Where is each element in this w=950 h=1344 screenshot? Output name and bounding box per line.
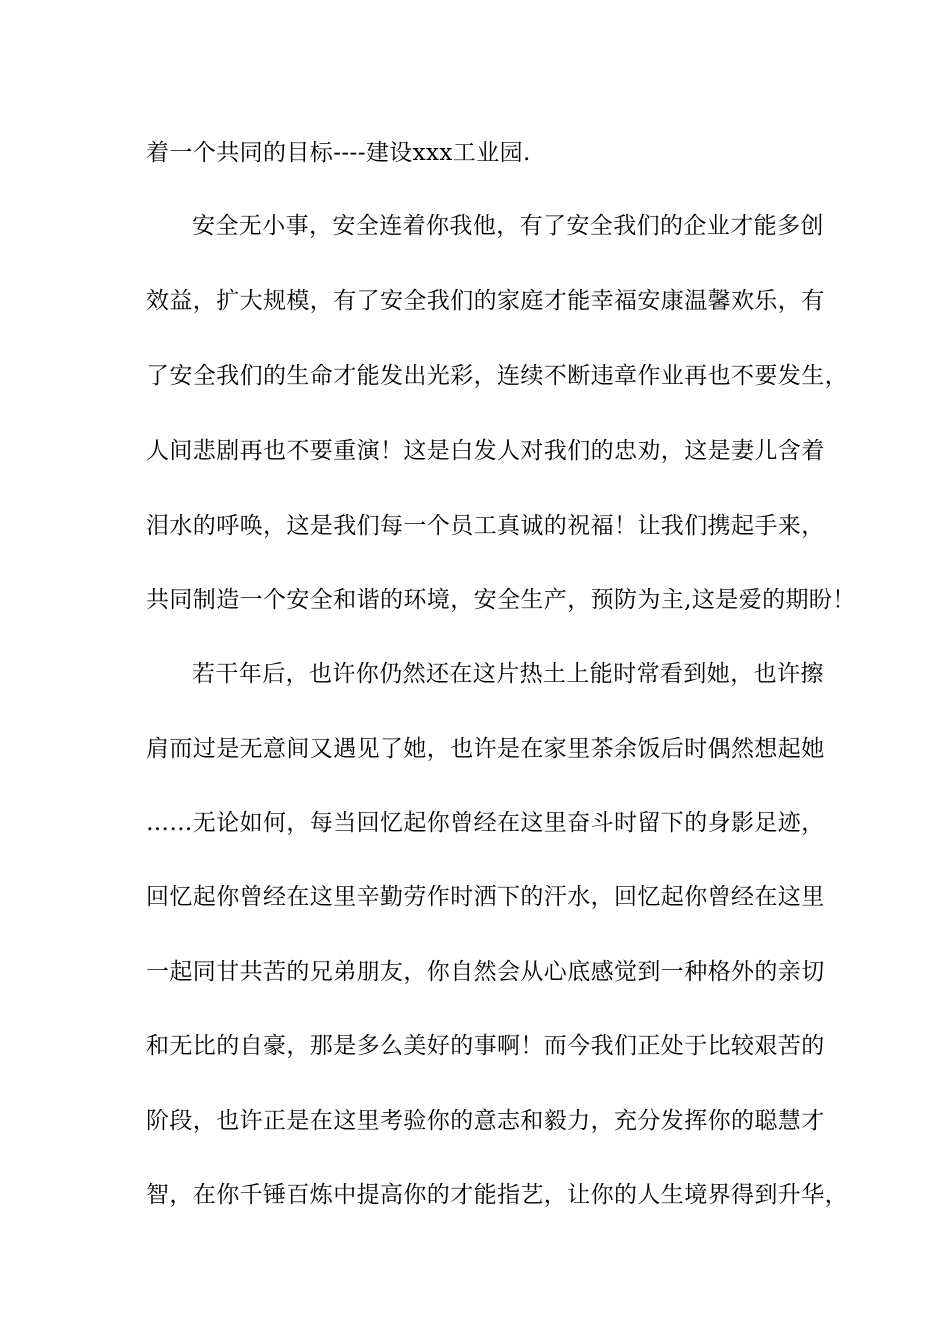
text-line: 效益，扩大规模，有了安全我们的家庭才能幸福安康温馨欢乐，有: [146, 288, 825, 314]
text-line: 肩而过是无意间又遇见了她，也许是在家里茶余饭后时偶然想起她: [146, 736, 825, 762]
text-line: 着一个共同的目标----建设xxx工业园.: [146, 140, 531, 166]
text-line: 人间悲剧再也不要重演！这是白发人对我们的忠劝，这是妻儿含着: [146, 438, 825, 464]
text-line: ……无论如何，每当回忆起你曾经在这里奋斗时留下的身影足迹，: [146, 810, 825, 836]
text-line: 了安全我们的生命才能发出光彩，连续不断违章作业再也不要发生，: [146, 363, 848, 389]
text-line: 回忆起你曾经在这里辛勤劳作时洒下的汗水，回忆起你曾经在这里: [146, 884, 825, 910]
text-line: 智，在你千锤百炼中提高你的才能指艺，让你的人生境界得到升华，: [146, 1182, 848, 1208]
paragraph-start-line: 安全无小事，安全连着你我他，有了安全我们的企业才能多创: [192, 213, 824, 239]
paragraph-start-line: 若干年后，也许你仍然还在这片热土上能时常看到她，也许擦: [192, 661, 824, 687]
text-line: 泪水的呼唤，这是我们每一个员工真诚的祝福！让我们携起手来，: [146, 513, 825, 539]
text-line: 阶段，也许正是在这里考验你的意志和毅力，充分发挥你的聪慧才: [146, 1108, 825, 1134]
text-line: 和无比的自豪，那是多么美好的事啊！而今我们正处于比较艰苦的: [146, 1033, 825, 1059]
text-line: 一起同甘共苦的兄弟朋友，你自然会从心底感觉到一种格外的亲切: [146, 959, 825, 985]
text-line: 共同制造一个安全和谐的环境，安全生产，预防为主,这是爱的期盼！: [146, 587, 856, 613]
